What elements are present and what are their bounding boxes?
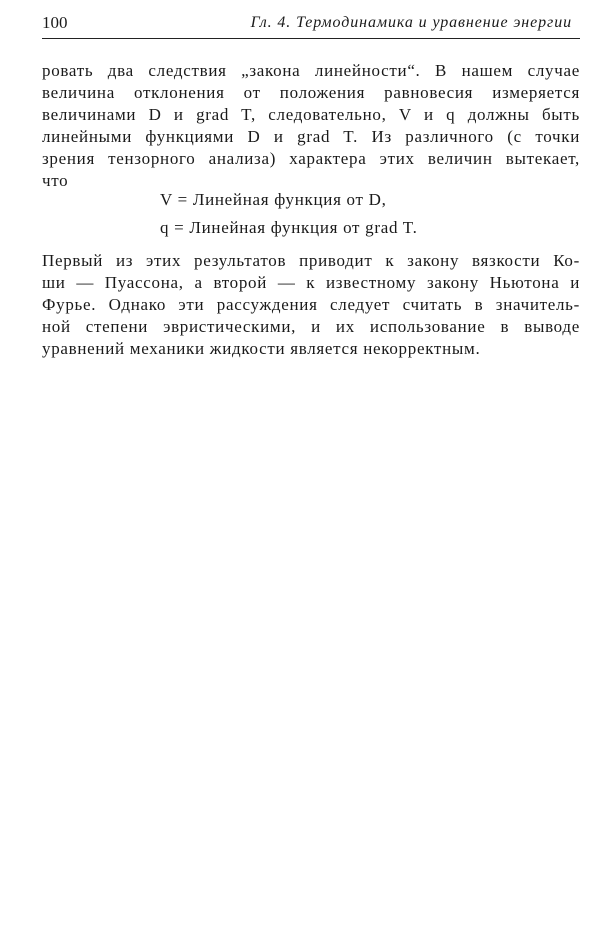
text-line: величина отклонения от положения равновесия измеряется — [42, 83, 580, 102]
text-line: Фурье. Однако эти рассуждения следует считать в значитель- — [42, 295, 580, 314]
paragraph-1 — [42, 60, 580, 192]
text-line: величинами D и grad T, следовательно, V и q должны быть — [42, 105, 580, 124]
formula-velocity: V = Линейная функция от D, — [160, 190, 387, 209]
formula-heat-flux: q = Линейная функция от grad T. — [160, 218, 418, 237]
page-header — [42, 12, 580, 38]
page-number: 100 — [42, 13, 68, 32]
paragraph-2 — [42, 250, 580, 360]
running-head: Гл. 4. Термодинамика и уравнение энергии — [250, 14, 572, 31]
text-line: линейными функциями D и grad T. Из различного (с точки — [42, 127, 580, 146]
text-line: Первый из этих результатов приводит к закону вязкости Ко- — [42, 251, 580, 270]
text-line: ши — Пуассона, а второй — к известному закону Ньютона и — [42, 273, 580, 292]
text-line: зрения тензорного анализа) характера этих величин вытекает, — [42, 149, 580, 168]
text-line: что — [42, 171, 69, 190]
text-line: ной степени эвристическими, и их использование в выводе — [42, 317, 580, 336]
header-rule — [42, 38, 580, 39]
text-line: уравнений механики жидкости является некорректным. — [42, 339, 481, 358]
text-line: ровать два следствия „закона линейности“. В нашем случае — [42, 61, 580, 80]
